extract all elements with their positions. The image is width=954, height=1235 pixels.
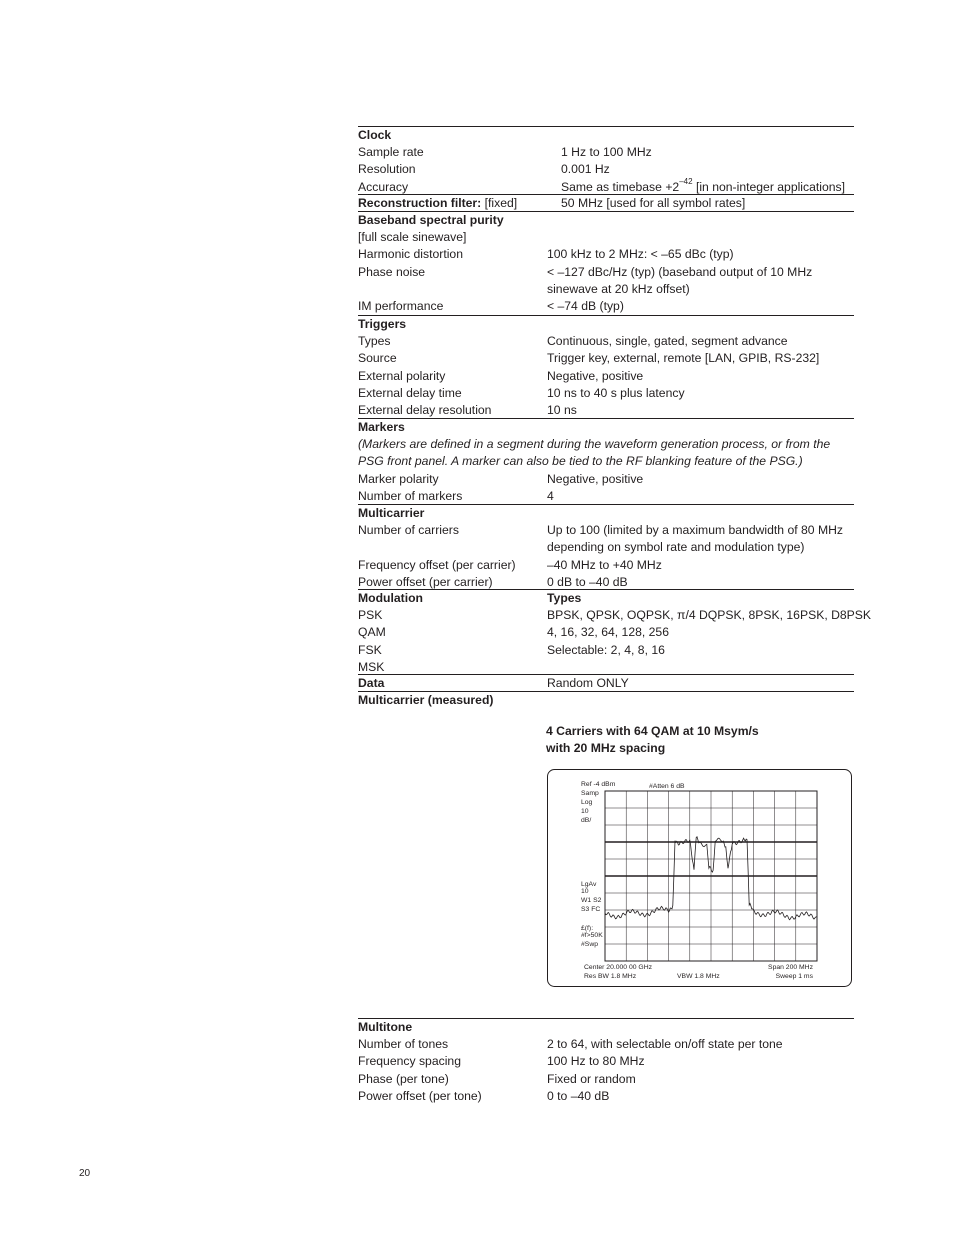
accuracy-suffix: [in non-integer applications] xyxy=(692,179,846,194)
spec-label: MSK xyxy=(358,659,385,674)
modulation-section xyxy=(358,589,872,676)
spec-row xyxy=(358,557,854,574)
reconstruction-heading-suffix: [fixed] xyxy=(481,196,518,210)
footer-label: Span 200 MHz xyxy=(768,964,813,971)
spec-row xyxy=(358,298,854,315)
spec-row xyxy=(358,1088,854,1105)
spec-row xyxy=(358,1071,854,1088)
spec-label xyxy=(358,195,517,212)
side-label: LgAv xyxy=(581,881,597,888)
spec-value: Negative, positive xyxy=(547,471,644,486)
spec-value: 10 ns xyxy=(547,402,577,417)
spec-row xyxy=(358,402,854,419)
markers-note: (Markers are defined in a segment during the waveform generation process, or from the PSG front panel. A marker can also be tied to the RF blanking feature of the PSG.) xyxy=(358,437,831,469)
multicarrier-heading: Multicarrier xyxy=(358,506,425,520)
clock-section xyxy=(358,126,854,196)
chart-frame xyxy=(548,770,852,987)
markers-section xyxy=(358,418,854,505)
spec-row xyxy=(358,642,854,659)
header-label: 10 xyxy=(581,808,589,815)
spec-label: External delay resolution xyxy=(358,402,492,417)
spec-label: PSK xyxy=(358,608,383,623)
spec-row xyxy=(358,624,854,641)
spectral-subheading: [full scale sinewave] xyxy=(358,230,467,245)
spec-label: QAM xyxy=(358,625,386,640)
side-label: £(f): xyxy=(581,925,594,932)
spec-value-line: Up to 100 (limited by a maximum bandwidth of 80 MHz xyxy=(547,523,844,538)
spec-label: Phase (per tone) xyxy=(358,1071,449,1086)
multicarrier-section xyxy=(358,504,854,591)
spec-value: Trigger key, external, remote [LAN, GPIB, RS-232] xyxy=(547,351,820,366)
measured-section xyxy=(358,691,854,709)
spec-label: Harmonic distortion xyxy=(358,247,463,262)
footer-label: VBW 1.8 MHz xyxy=(677,973,720,980)
data-section xyxy=(358,674,854,692)
spec-value: 100 Hz to 80 MHz xyxy=(547,1054,645,1069)
triggers-section xyxy=(358,315,854,419)
spec-value: Continuous, single, gated, segment advance xyxy=(547,334,788,349)
footer-label: Center 20.000 00 GHz xyxy=(584,964,653,971)
spec-value-line: sinewave at 20 kHz offset) xyxy=(547,281,690,296)
spec-label: Frequency offset (per carrier) xyxy=(358,557,516,572)
multitone-section xyxy=(358,1018,854,1105)
spec-value: 0 dB to –40 dB xyxy=(547,574,628,589)
reconstruction-heading: Reconstruction filter: xyxy=(358,196,482,210)
spec-label: IM performance xyxy=(358,298,444,313)
header-label: Samp xyxy=(581,790,599,797)
accuracy-prefix: Same as timebase +2 xyxy=(561,179,680,194)
markers-heading: Markers xyxy=(358,420,405,434)
measured-heading: Multicarrier (measured) xyxy=(358,693,494,707)
spec-row xyxy=(358,195,854,212)
spec-row xyxy=(358,246,854,263)
spec-label: Power offset (per tone) xyxy=(358,1088,482,1103)
spec-label: Phase noise xyxy=(358,264,426,279)
side-label: S3 FC xyxy=(581,906,601,913)
spec-row xyxy=(358,161,854,178)
spec-label: Types xyxy=(358,334,391,349)
spec-row xyxy=(358,333,854,350)
spec-value: Negative, positive xyxy=(547,368,644,383)
spec-value: 2 to 64, with selectable on/off state per tone xyxy=(547,1037,783,1052)
spec-label: FSK xyxy=(358,642,382,657)
accuracy-exponent: –42 xyxy=(679,176,693,186)
spec-value: < –74 dB (typ) xyxy=(547,298,624,313)
spec-label: Marker polarity xyxy=(358,471,439,486)
spectral-heading: Baseband spectral purity xyxy=(358,213,504,227)
multitone-heading: Multitone xyxy=(358,1020,413,1034)
spec-row xyxy=(358,471,854,488)
spec-row xyxy=(358,1053,854,1070)
spec-label: Resolution xyxy=(358,162,416,177)
spec-value xyxy=(547,264,812,298)
spec-label: External polarity xyxy=(358,368,446,383)
chart-caption-line: 4 Carriers with 64 QAM at 10 Msym/s xyxy=(546,724,759,738)
side-label: #f>50K xyxy=(581,932,603,939)
spec-value xyxy=(547,522,843,556)
spec-value-line: < –127 dBc/Hz (typ) (baseband output of 10 MHz xyxy=(547,264,813,279)
chart-caption xyxy=(546,723,759,756)
spec-row xyxy=(358,488,854,505)
side-label: #Swp xyxy=(581,941,599,948)
side-label: 10 xyxy=(581,888,589,895)
spec-value: 4 xyxy=(547,488,554,503)
spec-value-line: depending on symbol rate and modulation type) xyxy=(547,540,805,555)
spec-value: 4, 16, 32, 64, 128, 256 xyxy=(547,625,669,640)
spec-value: 50 MHz [used for all symbol rates] xyxy=(561,196,746,210)
spec-value: Random ONLY xyxy=(547,676,629,690)
spec-row xyxy=(358,590,854,607)
spec-value: BPSK, QPSK, OQPSK, π/4 DQPSK, 8PSK, 16PSK, D8PSK xyxy=(547,608,872,623)
spec-value: 1 Hz to 100 MHz xyxy=(561,145,652,160)
atten-label: #Atten 6 dB xyxy=(649,783,685,790)
data-heading: Data xyxy=(358,676,385,690)
spec-row xyxy=(358,368,854,385)
spec-label: Sample rate xyxy=(358,145,424,160)
header-label: Ref -4 dBm xyxy=(581,781,616,788)
header-label: dB/ xyxy=(581,817,592,824)
spec-row xyxy=(358,1036,854,1053)
side-label: W1 S2 xyxy=(581,897,602,904)
spec-value: 100 kHz to 2 MHz: < –65 dBc (typ) xyxy=(547,247,734,262)
spec-value: 10 ns to 40 s plus latency xyxy=(547,385,685,400)
spec-row xyxy=(358,264,854,298)
spectrum-analyzer-chart xyxy=(547,769,852,987)
spec-value: 0.001 Hz xyxy=(561,162,610,177)
spec-label: Number of tones xyxy=(358,1037,449,1052)
page-number: 20 xyxy=(79,1168,91,1179)
spec-label: Source xyxy=(358,351,397,366)
spec-row xyxy=(358,385,854,402)
spec-row xyxy=(358,350,854,367)
spec-value: Selectable: 2, 4, 8, 16 xyxy=(547,642,665,657)
spec-label: External delay time xyxy=(358,385,462,400)
spec-value: 0 to –40 dB xyxy=(547,1088,610,1103)
spec-label: Power offset (per carrier) xyxy=(358,574,493,589)
spec-row xyxy=(358,675,854,692)
footer-label: Sweep 1 ms xyxy=(775,973,813,980)
spec-row xyxy=(358,522,854,556)
spec-value: Fixed or random xyxy=(547,1071,636,1086)
spec-label: Number of carriers xyxy=(358,523,459,538)
spec-row xyxy=(358,144,854,161)
clock-heading: Clock xyxy=(358,128,392,142)
chart-caption-line: with 20 MHz spacing xyxy=(546,740,666,755)
spec-label: Accuracy xyxy=(358,179,409,194)
modulation-heading: Modulation xyxy=(358,591,423,605)
header-label: Log xyxy=(581,799,593,806)
spec-label: Frequency spacing xyxy=(358,1054,461,1069)
types-heading: Types xyxy=(547,591,582,605)
spec-value: –40 MHz to +40 MHz xyxy=(547,557,662,572)
footer-label: Res BW 1.8 MHz xyxy=(584,973,637,980)
reconstruction-section xyxy=(358,194,854,212)
spectral-section xyxy=(358,211,854,315)
spectrum-svg xyxy=(547,769,852,987)
spec-label: Number of markers xyxy=(358,488,463,503)
spec-row xyxy=(358,607,872,624)
triggers-heading: Triggers xyxy=(358,317,407,331)
